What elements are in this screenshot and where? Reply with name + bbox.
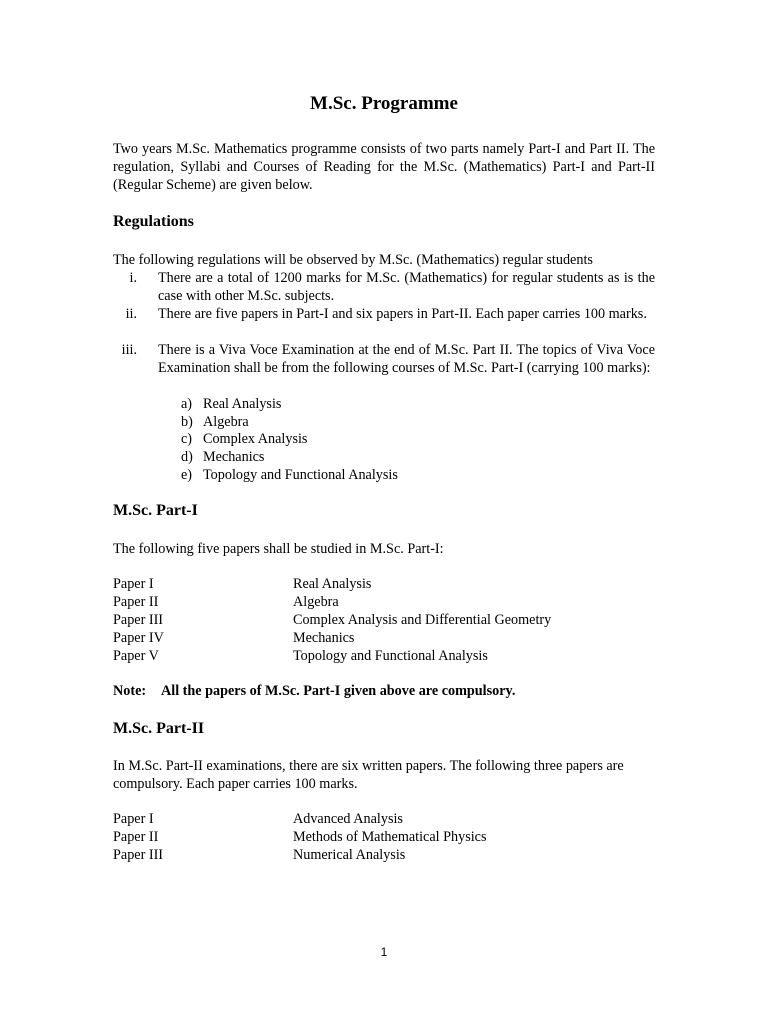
viva-course-label: e)	[181, 467, 193, 483]
paper-number: Paper IV	[113, 630, 164, 646]
regulation-text: There is a Viva Voce Examination at the end of M.Sc. Part II. The topics of Viva Voce Examination shall be from the following courses of M.Sc. Part-I (carrying 100 marks):	[158, 342, 655, 376]
viva-course-item	[181, 448, 264, 466]
viva-course-text: Mechanics	[203, 449, 265, 465]
paper-number: Paper I	[113, 811, 154, 827]
paper-subject: Complex Analysis and Differential Geometry	[293, 612, 552, 628]
viva-course-text: Complex Analysis	[203, 431, 308, 447]
viva-course-label: b)	[181, 414, 193, 430]
part2-heading: M.Sc. Part-II	[113, 720, 205, 737]
paper-number: Paper I	[113, 576, 154, 592]
viva-course-text: Topology and Functional Analysis	[203, 467, 398, 483]
page-number: 1	[380, 945, 388, 959]
part1-note	[113, 683, 515, 700]
paper-subject: Numerical Analysis	[293, 847, 406, 863]
viva-course-item	[181, 413, 249, 431]
part1-heading: M.Sc. Part-I	[113, 502, 198, 519]
viva-course-item	[181, 395, 281, 413]
paper-subject: Algebra	[293, 594, 339, 610]
part1-lead: The following five papers shall be studied in M.Sc. Part-I:	[113, 541, 444, 557]
viva-course-text: Real Analysis	[203, 396, 282, 412]
paper-subject: Topology and Functional Analysis	[293, 648, 488, 664]
paper-subject: Mechanics	[293, 630, 355, 646]
viva-course-label: d)	[181, 449, 193, 465]
paper-subject: Real Analysis	[293, 576, 372, 592]
viva-course-label: c)	[181, 431, 193, 447]
paper-subject: Methods of Mathematical Physics	[293, 829, 487, 845]
viva-course-item	[181, 466, 398, 484]
regulation-number: ii.	[125, 306, 137, 322]
viva-course-label: a)	[181, 396, 193, 412]
regulation-number: i.	[129, 270, 137, 286]
intro-paragraph: Two years M.Sc. Mathematics programme consists of two parts namely Part-I and Part II. The regulation, Syllabi and Courses of Reading for the M.Sc. (Mathematics) Part-I and Part-II (Regular Scheme) are given below.	[113, 141, 655, 193]
viva-course-text: Algebra	[203, 414, 249, 430]
paper-number: Paper III	[113, 612, 164, 628]
regulation-text: There are a total of 1200 marks for M.Sc. (Mathematics) for regular students as is the case with other M.Sc. subjects.	[158, 270, 655, 304]
paper-number: Paper II	[113, 829, 159, 845]
part2-lead: In M.Sc. Part-II examinations, there are six written papers. The following three papers are compulsory. Each paper carries 100 marks.	[113, 758, 624, 792]
paper-number: Paper III	[113, 847, 164, 863]
regulation-text: There are five papers in Part-I and six papers in Part-II. Each paper carries 100 marks.	[158, 306, 647, 322]
paper-subject: Advanced Analysis	[293, 811, 403, 827]
note-label: Note:	[113, 683, 147, 699]
paper-number: Paper II	[113, 594, 159, 610]
paper-number: Paper V	[113, 648, 159, 664]
viva-course-item	[181, 430, 307, 448]
regulations-heading: Regulations	[113, 213, 194, 230]
regulations-lead: The following regulations will be observed by M.Sc. (Mathematics) regular students	[113, 252, 593, 268]
regulation-number: iii.	[121, 342, 137, 358]
page-title: M.Sc. Programme	[310, 93, 458, 114]
note-text: All the papers of M.Sc. Part-I given above are compulsory.	[161, 683, 516, 699]
